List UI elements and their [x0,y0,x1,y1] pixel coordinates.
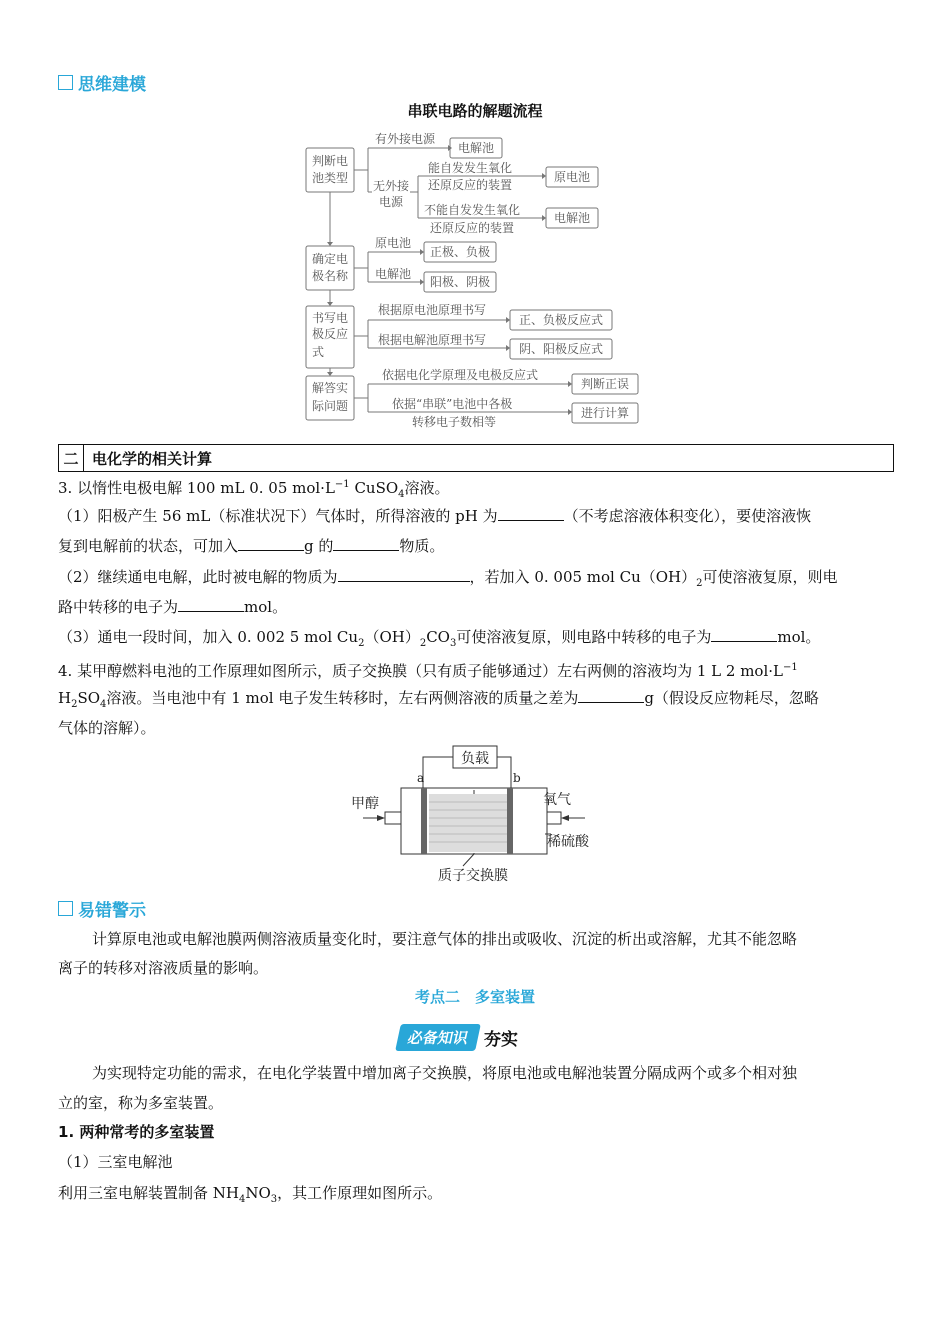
flow-elec-label: 电解池 [375,267,412,281]
flow-step3-line1: 书写电 [311,311,349,325]
last-paragraph: 利用三室电解装置制备 $NH_4NO_3$，其工作原理如图所示。 [58,1184,443,1205]
topic-title: 考点二 多室装置 [414,988,535,1006]
answer-blank[interactable] [338,565,470,582]
heading-three-chamber: （1）三室电解池 [58,1153,173,1171]
flow-step2-line2: 极名称 [311,269,349,283]
flow-spont-1: 能自发发生氧化 [428,161,513,175]
acid-label: 稀硫酸 [547,834,589,850]
arrow-head-icon [327,242,333,246]
arrow-head-icon [420,279,424,285]
answer-blank[interactable] [711,625,777,642]
flow-nonspont-2: 还原反应的装置 [430,221,515,235]
arrow-head-icon [327,302,333,306]
q3-part2-line1: （2）继续通电电解，此时被电解的物质为 ，若加入 0. 005 mol $Cu(OH)_2$可使溶液复原，则电 [58,564,892,597]
q4-line3: 气体的溶解）。 [58,719,156,737]
arrow-head-icon [568,381,572,387]
arrow-head-icon [327,372,333,376]
flow-galvanic: 原电池 [553,170,591,184]
membrane-label: 质子交换膜 [438,868,508,884]
section-heading-warning: 易错警示 [58,896,146,921]
electrode-a-label: a [417,771,425,785]
flow-no-power-2: 电源 [378,195,404,209]
intro-line1: 为实现特定功能的需求，在电化学装置中增加离子交换膜，将原电池或电解池装置分隔成两个或多个相对独 [92,1064,798,1082]
flow-judge: 判断正误 [580,377,630,391]
answer-blank[interactable] [238,534,304,551]
flow-step1-line1: 判断电 [311,154,349,168]
electrolyte [429,794,507,852]
checkbox-square-icon [58,901,73,916]
q4-line2: $H_2SO_4$溶液。当电池中有 1 mol 电子发生转移时，左右两侧溶液的质量之差为 g（假设反应物耗尽，忽略 [58,685,892,718]
q3-part2-line2: 路中转移的电子为 mol。 [58,594,892,620]
flow-by-principle: 依据电化学原理及电极反应式 [382,368,539,382]
flow-step1-line2: 池类型 [311,171,349,185]
flow-step4-line1: 解答实 [311,381,349,395]
flow-by-galvanic: 根据原电池原理书写 [378,303,487,317]
answer-blank[interactable] [578,686,644,703]
part2-title: 电化学的相关计算 [92,449,213,468]
flow-ac-eq: 阴、阳极反应式 [518,342,604,356]
part2-number: 二 [59,445,84,471]
q3-part3: （3）通电一段时间，加入 0. 002 5 mol $Cu_2(OH)_2CO_3$可使溶液复原，则电路中转移的电子为 mol。 [58,624,892,657]
q3-part1-line2: 复到电解前的状态，可加入 g 的 物质。 [58,533,892,559]
badge-label: 必备知识 [395,1024,481,1051]
flow-nonspont-1: 不能自发发生氧化 [424,203,521,217]
flow-pos-neg: 正极、负极 [429,245,491,259]
arrow-head-icon [542,215,546,221]
flow-no-power-1: 无外接 [372,179,410,193]
warning-line2: 离子的转移对溶液质量的影响。 [58,959,269,977]
flow-by-elec: 根据电解池原理书写 [378,333,487,347]
flow-has-power: 有外接电源 [375,132,436,146]
electrode-a [421,788,427,854]
flow-anode-cathode: 阳极、阴极 [429,275,491,289]
flow-electrolysis: 电解池 [457,141,495,155]
flow-step4-line2: 际问题 [311,399,349,413]
oxygen-label: 氧气 [543,792,571,808]
q3-stem: 3. 以惰性电极电解 100 mL 0. 05 $mol\cdot L^{-1}$ CuSO$_4$溶液。 [58,479,450,500]
q4-line1: 4. 某甲醇燃料电池的工作原理如图所示，质子交换膜（只有质子能够通过）左右两侧的溶液均为 1 L 2 $mol\cdot L^{-1}$ [58,662,798,680]
section-heading-modeling: 思维建模 [58,70,146,95]
checkbox-square-icon [58,75,73,90]
q3-part1-line1: （1）阳极产生 56 mL（标准状况下）气体时，所得溶液的 pH 为 （不考虑溶液体积变化），要使溶液恢 [58,503,892,529]
flow-by-series-1: 依据“串联”电池中各极 [392,397,513,411]
electrode-b [507,788,513,854]
part2-header [58,444,894,472]
heading-two-devices: 1. 两种常考的多室装置 [58,1123,215,1141]
flow-galvanic-label: 原电池 [375,236,412,250]
fuel-cell-diagram [345,742,605,884]
arrow-head-icon [568,409,572,415]
flow-electrolysis2: 电解池 [553,211,591,225]
arrow-head-icon [506,345,510,351]
flow-calc: 进行计算 [580,406,630,420]
arrow-head-icon [420,249,424,255]
flow-by-series-2: 转移电子数相等 [412,415,497,429]
flow-step3-line2: 极反应 [311,327,349,341]
flowchart [300,128,650,430]
knowledge-badge [398,1024,518,1051]
badge-suffix: 夯实 [484,1030,519,1050]
arrow-head-icon [542,173,546,179]
answer-blank[interactable] [178,595,244,612]
arrow-head-icon [506,317,510,323]
electrode-b-label: b [513,771,521,785]
flow-title: 串联电路的解题流程 [407,102,543,120]
warning-line1: 计算原电池或电解池膜两侧溶液质量变化时，要注意气体的排出或吸收、沉淀的析出或溶解，尤其不能忽略 [92,930,798,948]
load-label: 负载 [461,751,489,767]
flow-pn-eq: 正、负极反应式 [518,313,604,327]
intro-line2: 立的室，称为多室装置。 [58,1094,224,1112]
answer-blank[interactable] [498,504,564,521]
methanol-label: 甲醇 [351,796,379,812]
flow-spont-2: 还原反应的装置 [428,178,513,192]
answer-blank[interactable] [333,534,399,551]
flow-step2-line1: 确定电 [311,252,349,266]
flow-step3-line3: 式 [311,345,325,359]
